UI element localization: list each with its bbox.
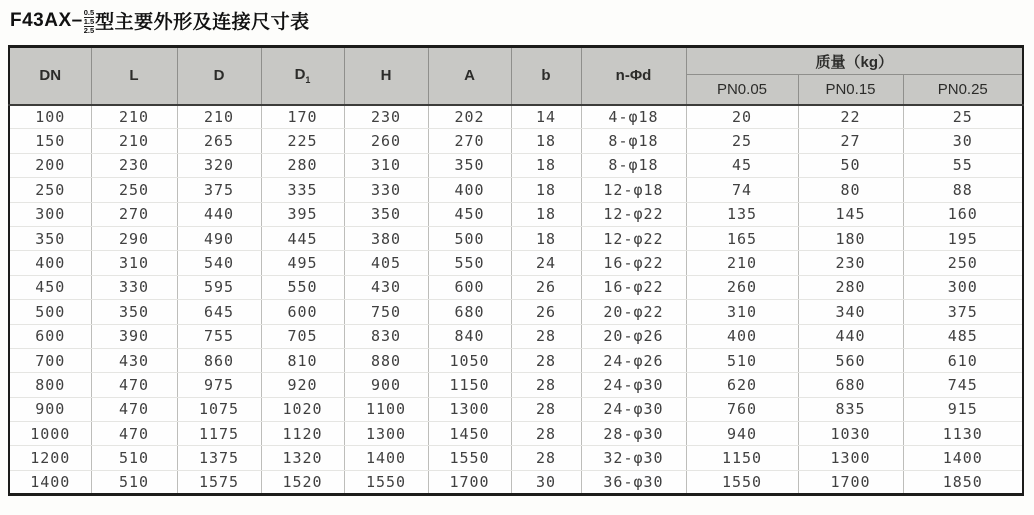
cell: 210: [686, 251, 798, 275]
cell: 24-φ30: [581, 397, 686, 421]
cell: 28: [511, 324, 581, 348]
cell: 330: [344, 178, 428, 202]
cell: 1300: [798, 446, 903, 470]
cell: 1550: [428, 446, 511, 470]
cell: 160: [903, 202, 1023, 226]
cell: 1130: [903, 422, 1023, 446]
pressure-value: 2.5: [83, 25, 95, 35]
cell: 560: [798, 348, 903, 372]
cell: 250: [903, 251, 1023, 275]
cell: 260: [344, 129, 428, 153]
cell: 150: [9, 129, 91, 153]
cell: 230: [798, 251, 903, 275]
cell: 80: [798, 178, 903, 202]
cell: 74: [686, 178, 798, 202]
cell: 1550: [686, 470, 798, 494]
cell: 18: [511, 153, 581, 177]
cell: 8-φ18: [581, 129, 686, 153]
cell: 250: [9, 178, 91, 202]
cell: 745: [903, 373, 1023, 397]
cell: 495: [261, 251, 344, 275]
cell: 620: [686, 373, 798, 397]
cell: 1575: [177, 470, 261, 494]
title-pressure-stack: [84, 9, 94, 35]
table-row: [9, 373, 1023, 397]
cell: 485: [903, 324, 1023, 348]
cell: 395: [261, 202, 344, 226]
pressure-value: 1.5: [83, 16, 95, 26]
cell: 550: [428, 251, 511, 275]
cell: 350: [9, 226, 91, 250]
table-row: [9, 202, 1023, 226]
cell: 32-φ30: [581, 446, 686, 470]
cell: 375: [903, 300, 1023, 324]
cell: 700: [9, 348, 91, 372]
cell: 24: [511, 251, 581, 275]
cell: 440: [177, 202, 261, 226]
cell: 1450: [428, 422, 511, 446]
table-body: [9, 105, 1023, 495]
col-header-b: b: [511, 47, 581, 105]
cell: 380: [344, 226, 428, 250]
cell: 18: [511, 202, 581, 226]
cell: 28: [511, 397, 581, 421]
cell: 350: [344, 202, 428, 226]
cell: 135: [686, 202, 798, 226]
cell: 340: [798, 300, 903, 324]
cell: 1020: [261, 397, 344, 421]
cell: 300: [9, 202, 91, 226]
cell: 45: [686, 153, 798, 177]
cell: 400: [9, 251, 91, 275]
cell: 1320: [261, 446, 344, 470]
cell: 210: [91, 105, 177, 129]
cell: 12-φ18: [581, 178, 686, 202]
col-header-a: A: [428, 47, 511, 105]
cell: 490: [177, 226, 261, 250]
cell: 16-φ22: [581, 275, 686, 299]
cell: 50: [798, 153, 903, 177]
table-row: [9, 348, 1023, 372]
cell: 1300: [428, 397, 511, 421]
cell: 430: [91, 348, 177, 372]
table-row: [9, 397, 1023, 421]
cell: 920: [261, 373, 344, 397]
cell: 400: [686, 324, 798, 348]
cell: 1400: [903, 446, 1023, 470]
cell: 310: [686, 300, 798, 324]
cell: 1120: [261, 422, 344, 446]
cell: 1850: [942, 473, 983, 492]
cell: 27: [798, 129, 903, 153]
table-row: [9, 251, 1023, 275]
cell: 25: [903, 105, 1023, 129]
cell: 975: [177, 373, 261, 397]
cell: 310: [91, 251, 177, 275]
table-row: [9, 422, 1023, 446]
cell: 1400: [9, 470, 91, 494]
table-row: [9, 129, 1023, 153]
table-row: [9, 105, 1023, 129]
cell: 280: [798, 275, 903, 299]
col-header-n-phi-d: n-Φd: [581, 47, 686, 105]
cell: 18: [511, 129, 581, 153]
col-header-d1: [261, 47, 344, 105]
cell: 470: [91, 373, 177, 397]
cell: 16-φ22: [581, 251, 686, 275]
cell: 1075: [177, 397, 261, 421]
cell: 20: [686, 105, 798, 129]
cell: 200: [9, 153, 91, 177]
col-header-pn005: PN0.05: [686, 75, 798, 105]
title-suffix: 型主要外形及连接尺寸表: [95, 12, 310, 33]
cell: 165: [686, 226, 798, 250]
cell: 30: [511, 470, 581, 494]
cell: 1050: [428, 348, 511, 372]
cell: 810: [261, 348, 344, 372]
cell: 450: [428, 202, 511, 226]
col-header-pn025: PN0.25: [903, 75, 1023, 105]
cell: 500: [9, 300, 91, 324]
cell: 320: [177, 153, 261, 177]
cell: 645: [177, 300, 261, 324]
col-header-dn: DN: [9, 47, 91, 105]
col-header-h: H: [344, 47, 428, 105]
cell: 1100: [344, 397, 428, 421]
col-header-d1-sub: 1: [305, 75, 311, 86]
cell: 600: [428, 275, 511, 299]
col-header-pn015: PN0.15: [798, 75, 903, 105]
cell: 25: [686, 129, 798, 153]
cell: 1175: [177, 422, 261, 446]
cell: 750: [344, 300, 428, 324]
cell: 450: [9, 275, 91, 299]
cell: 1700: [798, 470, 903, 494]
table-row: [9, 178, 1023, 202]
cell: 28-φ30: [581, 422, 686, 446]
dimension-table: [8, 45, 1024, 496]
cell: 1375: [177, 446, 261, 470]
cell: 860: [177, 348, 261, 372]
cell: 900: [344, 373, 428, 397]
col-header-d: D: [177, 47, 261, 105]
cell: 335: [261, 178, 344, 202]
cell: 170: [261, 105, 344, 129]
cell: 940: [686, 422, 798, 446]
cell: 1200: [9, 446, 91, 470]
cell: 28: [511, 422, 581, 446]
cell: 26: [511, 300, 581, 324]
cell: 12-φ22: [581, 202, 686, 226]
table-row: [9, 226, 1023, 250]
cell: 18: [511, 226, 581, 250]
cell: 1150: [686, 446, 798, 470]
cell: 30: [903, 129, 1023, 153]
cell: 445: [261, 226, 344, 250]
cell: 20-φ22: [581, 300, 686, 324]
col-header-mass-group: 质量（kg）: [686, 47, 1023, 75]
cell: 330: [91, 275, 177, 299]
cell: 440: [798, 324, 903, 348]
cell: 28: [511, 446, 581, 470]
cell: 270: [428, 129, 511, 153]
table-row: [9, 300, 1023, 324]
cell: 202: [428, 105, 511, 129]
title-prefix: F43AX–: [10, 9, 83, 31]
cell: 18: [511, 178, 581, 202]
table-row: [9, 446, 1023, 470]
cell: 225: [261, 129, 344, 153]
cell: 36-φ30: [581, 470, 686, 494]
cell: 400: [428, 178, 511, 202]
cell: 500: [428, 226, 511, 250]
cell: 430: [344, 275, 428, 299]
cell: 12-φ22: [581, 226, 686, 250]
cell: 610: [903, 348, 1023, 372]
cell: 350: [91, 300, 177, 324]
cell: 540: [177, 251, 261, 275]
cell: 760: [686, 397, 798, 421]
cell: 180: [798, 226, 903, 250]
cell: 88: [903, 178, 1023, 202]
cell: 835: [798, 397, 903, 421]
page-title: [10, 7, 310, 34]
cell: 550: [261, 275, 344, 299]
cell: 230: [344, 105, 428, 129]
table-row: [9, 153, 1023, 177]
cell: 1520: [261, 470, 344, 494]
cell: 1550: [344, 470, 428, 494]
cell: 1400: [344, 446, 428, 470]
cell: 8-φ18: [581, 153, 686, 177]
cell: 1000: [9, 422, 91, 446]
cell: 1150: [428, 373, 511, 397]
cell: 1700: [428, 470, 511, 494]
cell: 880: [344, 348, 428, 372]
cell: 510: [91, 446, 177, 470]
cell: 250: [91, 178, 177, 202]
cell: 290: [91, 226, 177, 250]
pressure-value: 0.5: [83, 7, 95, 17]
cell: 210: [91, 129, 177, 153]
cell: 915: [903, 397, 1023, 421]
cell: 55: [903, 153, 1023, 177]
cell: 230: [91, 153, 177, 177]
cell: 24-φ26: [581, 348, 686, 372]
cell: 210: [177, 105, 261, 129]
cell: 705: [261, 324, 344, 348]
cell: 600: [9, 324, 91, 348]
cell: 405: [344, 251, 428, 275]
cell: 1300: [344, 422, 428, 446]
cell: 265: [177, 129, 261, 153]
cell: 390: [91, 324, 177, 348]
cell: 800: [9, 373, 91, 397]
cell: 680: [798, 373, 903, 397]
col-header-l: L: [91, 47, 177, 105]
col-header-d1-base: D: [294, 66, 306, 84]
cell: 20-φ26: [581, 324, 686, 348]
cell: 26: [511, 275, 581, 299]
cell: 22: [798, 105, 903, 129]
cell: 260: [686, 275, 798, 299]
cell: 470: [91, 397, 177, 421]
cell: 310: [344, 153, 428, 177]
cell: 145: [798, 202, 903, 226]
cell: 270: [91, 202, 177, 226]
cell: 470: [91, 422, 177, 446]
cell: 600: [261, 300, 344, 324]
cell: 510: [91, 470, 177, 494]
cell: 375: [177, 178, 261, 202]
cell: 280: [261, 153, 344, 177]
cell: 195: [903, 226, 1023, 250]
cell: 840: [428, 324, 511, 348]
cell: 1030: [798, 422, 903, 446]
cell: 14: [511, 105, 581, 129]
cell: 4-φ18: [581, 105, 686, 129]
cell: 830: [344, 324, 428, 348]
table-row: [9, 470, 1023, 494]
cell: 24-φ30: [581, 373, 686, 397]
cell: 28: [511, 348, 581, 372]
cell: 900: [9, 397, 91, 421]
cell: 350: [428, 153, 511, 177]
cell: 28: [511, 373, 581, 397]
table-row: [9, 275, 1023, 299]
cell: 300: [903, 275, 1023, 299]
cell: 595: [177, 275, 261, 299]
cell: 680: [428, 300, 511, 324]
cell: 100: [9, 105, 91, 129]
cell: 755: [177, 324, 261, 348]
table-row: [9, 324, 1023, 348]
cell: 510: [686, 348, 798, 372]
